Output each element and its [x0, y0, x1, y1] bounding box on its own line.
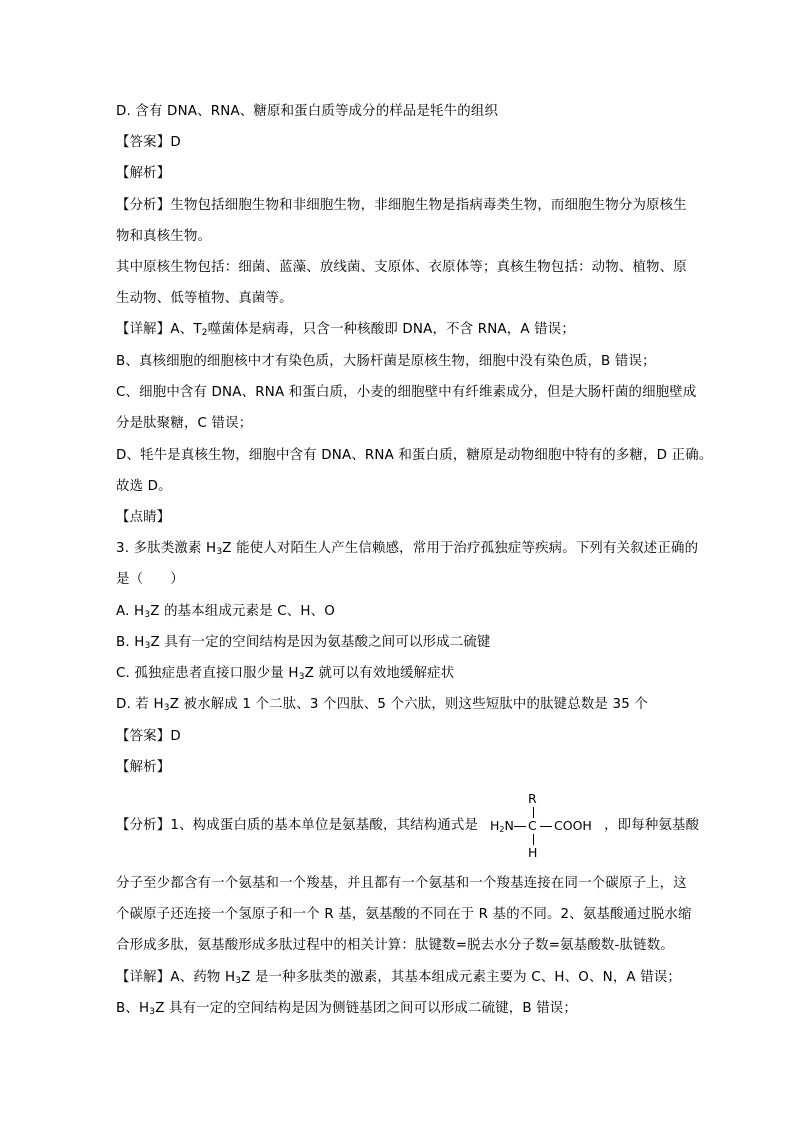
analysis-paragraph-line: 生动物、低等植物、真菌等。 [116, 291, 293, 306]
analysis-paragraph-line: 物和真核生物。 [116, 229, 212, 244]
formula-bond-right [540, 826, 552, 827]
question-3-stem: 3. 多肽类激素 $H_3Z$ 能使人对陌生人产生信赖感，常用于治疗孤独症等疾病。下列有关叙述正确的 [116, 541, 699, 557]
option-c-q3: C. 孤独症患者直接口服少量 $H_3Z$ 就可以有效地缓解症状 [116, 666, 455, 682]
detail-paragraph-line: 分是肽聚糖，C 错误； [116, 416, 253, 431]
analysis-paragraph-line: 其中原核生物包括：细菌、蓝藻、放线菌、支原体、衣原体等；真核生物包括：动物、植物、原 [116, 260, 687, 275]
formula-r-group: R [528, 791, 537, 806]
answer-tag: 【答案】 [116, 729, 171, 744]
detail-paragraph-line: 故选 D。 [116, 479, 172, 494]
analysis-paragraph-line: 【分析】生物包括细胞生物和非细胞生物，非细胞生物是指病毒类生物，而细胞生物分为原核生 [116, 198, 687, 213]
option-d-q3: D. 若 $H_3Z$ 被水解成 1 个二肽、3 个四肽、5 个六肽，则这些短肽中的肽键总数是 35 个 [116, 697, 648, 713]
formula-hydrogen: H [528, 845, 538, 860]
amino-acid-structure-formula [490, 792, 608, 860]
detail-paragraph-line: D、牦牛是真核生物，细胞中含有 DNA、RNA 和蛋白质，糖原是动物细胞中特有的多糖，D 正确。 [116, 448, 713, 463]
option-a-q3: A. $H_3Z$ 的基本组成元素是 C、H、O [116, 604, 336, 620]
analysis-paragraph-line: 分子至少都含有一个氨基和一个羧基，并且都有一个氨基和一个羧基连接在同一个碳原子上，这 [116, 876, 687, 891]
formula-bond-top [533, 807, 534, 818]
detail-paragraph-line: B、真核细胞的细胞核中才有染色质，大肠杆菌是原核生物，细胞中没有染色质，B 错误； [116, 354, 656, 369]
answer-q3 [116, 727, 181, 747]
tip-heading: 【点睛】 [116, 510, 171, 525]
option-b-q3: B. $H_3Z$ 具有一定的空间结构是因为氨基酸之间可以形成二硫键 [116, 635, 491, 651]
answer-q2 [116, 133, 181, 153]
analysis-paragraph-line: 【分析】1、构成蛋白质的基本单位是氨基酸，其结构通式是 ，即每种氨基酸 [116, 818, 700, 833]
detail-paragraph-line: B、$H_3Z$ 具有一定的空间结构是因为侧链基团之间可以形成二硫键，B 错误； [116, 1001, 577, 1017]
analysis-paragraph-line: 合形成多肽，氨基酸形成多肽过程中的相关计算：肽键数=脱去水分子数=氨基酸数-肽链数。 [116, 938, 674, 953]
formula-alpha-carbon: C [528, 818, 537, 833]
formula-bond-left [514, 826, 526, 827]
question-3-stem: 是（ ） [116, 572, 184, 587]
formula-bond-bottom [533, 834, 534, 845]
option-d-q2: D. 含有 DNA、RNA、糖原和蛋白质等成分的样品是牦牛的组织 [116, 104, 499, 119]
analysis-heading-q2: 【解析】 [116, 166, 171, 181]
answer-value: D [170, 135, 181, 150]
answer-tag: 【答案】 [116, 135, 171, 150]
detail-paragraph-line: 【详解】A、$T_2$噬菌体是病毒，只含一种核酸即 DNA，不含 RNA，A 错误； [116, 322, 575, 338]
formula-amino-group: $H_2N$ [490, 818, 514, 834]
formula-carboxyl-group: COOH [554, 818, 592, 833]
analysis-heading-q3: 【解析】 [116, 760, 171, 775]
detail-paragraph-line: C、细胞中含有 DNA、RNA 和蛋白质，小麦的细胞壁中有纤维素成分，但是大肠杆菌的细胞壁成 [116, 385, 697, 400]
detail-paragraph-line: 【详解】A、药物 $H_3Z$ 是一种多肽类的激素，其基本组成元素主要为 C、H、O、N，A 错误； [116, 970, 681, 986]
analysis-paragraph-line: 个碳原子还连接一个氢原子和一个 R 基，氨基酸的不同在于 R 基的不同。2、氨基酸通过脱水缩 [116, 907, 692, 922]
answer-value: D [170, 729, 181, 744]
